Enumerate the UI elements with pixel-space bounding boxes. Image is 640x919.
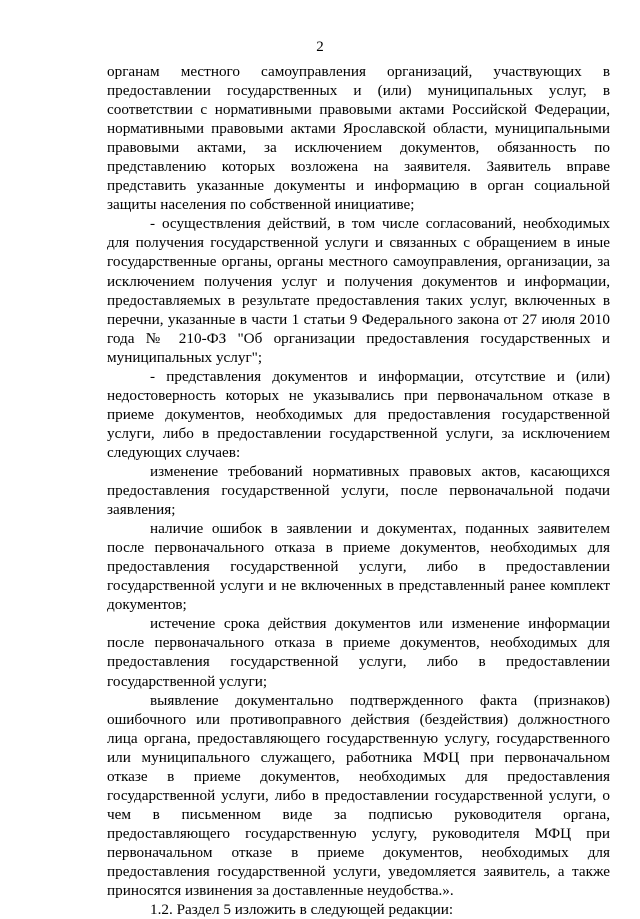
- document-body: [107, 62, 610, 919]
- page-number: 2: [316, 39, 324, 55]
- paragraph-section-5-amendment: 1.2. Раздел 5 изложить в следующей редакции:: [150, 901, 454, 919]
- paragraph-case-expiry: истечение срока действия документов или изменение информации после первоначального отказа в приеме документов, необходимых для предоставления государственной услуги, либо в предоставлении государственной услуги;: [107, 615, 610, 690]
- paragraph-case-wrongful-action: выявление документально подтвержденного факта (признаков) ошибочного или противоправного действия (бездействия) должностного лица органа, предоставляющего государственную услугу, государственного или муниципального служащего, работника МФЦ при первоначальном отказе в приеме документов, необходимых для предоставления государственной услуги, либо в предоставлении государственной услуги, о чем в письменном виде за подписью руководителя органа, предоставляющего государственную услугу, руководителя МФЦ при первоначальном отказе в приеме документов, необходимых для предоставления государственной услуги, уведомляется заявитель, а также приносятся извинения за доставленные неудобства.».: [107, 691, 610, 900]
- paragraph-continuation: органам местного самоуправления организаций, участвующих в предоставлении государственных и (или) муниципальных услуг, в соответствии с нормативными правовыми актами Российской Федерации, нормативными правовыми актами Ярославской области, муниципальными правовыми актами, за исключением документов, обязанность по представлению которых возложена на заявителя. Заявитель вправе представить указанные документы и информацию в орган социальной защиты населения по собственной инициативе;: [107, 63, 610, 214]
- paragraph-actions-item: - осуществления действий, в том числе согласований, необходимых для получения государственной услуги и связанных с обращением в иные государственные органы, органы местного самоуправления, организации, за исключением получения услуг и получения документов и информации, предоставляемых в результате предоставления таких услуг, включенных в перечни, указанные в части 1 статьи 9 Федерального закона от 27 июля 2010 года № 210-ФЗ "Об организации предоставления государственных и муниципальных услуг";: [107, 215, 610, 366]
- paragraph-documents-item: - представления документов и информации, отсутствие и (или) недостоверность которых не указывались при первоначальном отказе в приеме документов, необходимых для предоставления государственной услуги, либо в предоставлении государственной услуги, за исключением следующих случаев:: [107, 367, 610, 461]
- paragraph-case-errors: наличие ошибок в заявлении и документах, поданных заявителем после первоначального отказа в приеме документов, необходимых для предоставления государственной услуги, либо в предоставлении государственной услуги и не включенных в представленный ранее комплект документов;: [107, 520, 610, 614]
- paragraph-case-requirements-change: изменение требований нормативных правовых актов, касающихся предоставления государственной услуги, после первоначальной подачи заявления;: [107, 462, 610, 519]
